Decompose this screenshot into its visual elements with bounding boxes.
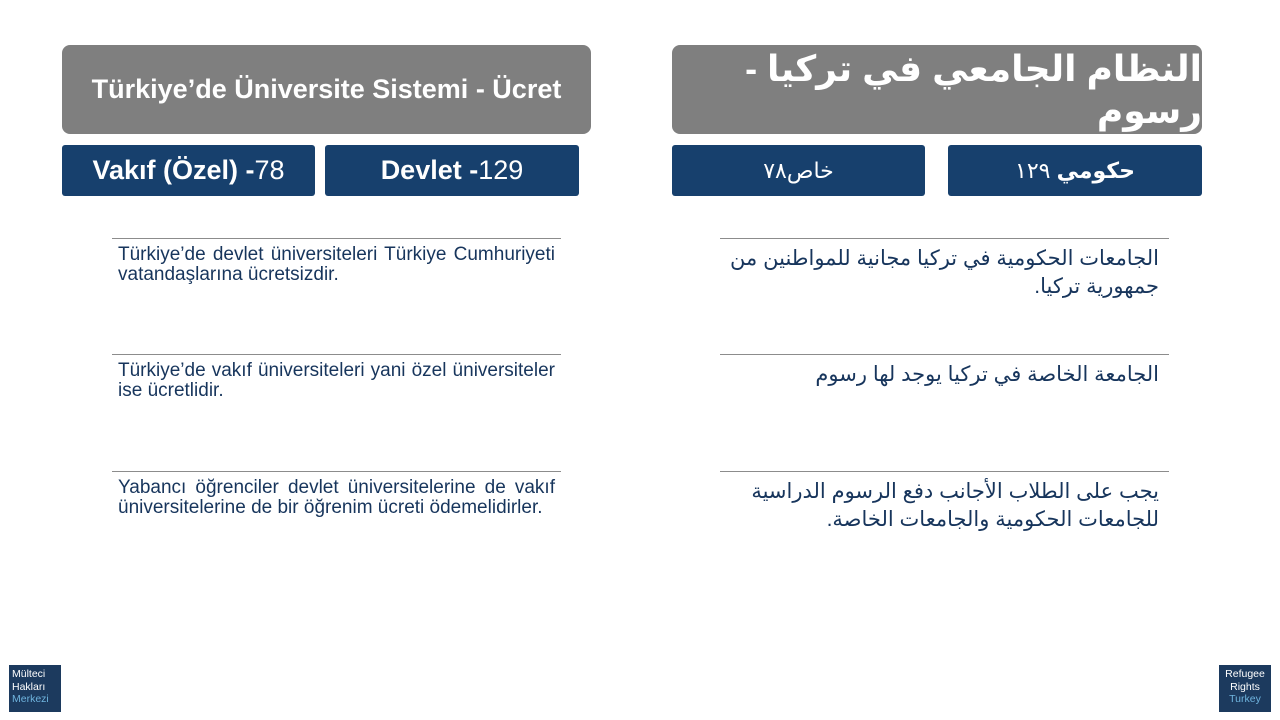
logo-multeci-haklari-merkezi bbox=[9, 665, 61, 712]
devlet-label: Devlet - bbox=[380, 155, 479, 185]
logo-line: Turkey bbox=[1229, 693, 1261, 705]
logo-line: Mülteci bbox=[12, 668, 46, 680]
count-box-vakif bbox=[62, 145, 315, 196]
title-turkish bbox=[62, 45, 591, 134]
count-box-ozel-arabic bbox=[672, 145, 925, 196]
count-box-devlet-arabic bbox=[948, 145, 1202, 196]
logo-line: Rights bbox=[1230, 680, 1260, 693]
logo-line: Merkezi bbox=[12, 693, 49, 705]
title-arabic bbox=[672, 45, 1202, 134]
text-row-turkish bbox=[112, 354, 561, 401]
row-text: يجب على الطلاب الأجانب دفع الرسوم الدراسية للجامعات الحكومية والجامعات الخاصة. bbox=[751, 480, 1159, 531]
vakif-label: Vakıf (Özel) - bbox=[92, 155, 255, 185]
row-text: Türkiye’de devlet üniversiteleri Türkiye Cumhuriyeti vatandaşlarına ücretsizdir. bbox=[118, 244, 555, 285]
text-row-arabic bbox=[720, 354, 1169, 389]
devlet-arabic-value: ١٢٩ bbox=[1015, 157, 1051, 183]
ozel-arabic-label: خاص bbox=[786, 157, 834, 183]
text-row-turkish bbox=[112, 471, 561, 518]
devlet-arabic-label: حكومي bbox=[1056, 157, 1135, 183]
logo-line: Hakları bbox=[12, 680, 46, 693]
title-arabic-text: النظام الجامعي في تركيا - رسوم bbox=[745, 47, 1202, 131]
logo-refugee-rights-turkey bbox=[1219, 665, 1271, 712]
count-box-devlet bbox=[325, 145, 579, 196]
row-text: Yabancı öğrenciler devlet üniversitelerine de vakıf üniversitelerine de bir öğrenim ücreti ödemelidirler. bbox=[118, 477, 555, 518]
text-row-turkish bbox=[112, 238, 561, 285]
vakif-value: 78 bbox=[254, 155, 285, 185]
row-text: الجامعات الحكومية في تركيا مجانية للمواطنين من جمهورية تركيا. bbox=[730, 247, 1159, 298]
title-turkish-text: Türkiye’de Üniversite Sistemi - Ücret bbox=[91, 74, 562, 104]
text-row-arabic bbox=[720, 238, 1169, 301]
ozel-arabic-value: ٧٨ bbox=[763, 157, 787, 183]
devlet-value: 129 bbox=[478, 155, 524, 185]
row-text: الجامعة الخاصة في تركيا يوجد لها رسوم bbox=[815, 363, 1159, 386]
text-row-arabic bbox=[720, 471, 1169, 534]
row-text: Türkiye’de vakıf üniversiteleri yani özel üniversiteler ise ücretlidir. bbox=[118, 360, 555, 401]
logo-line: Refugee bbox=[1225, 668, 1265, 680]
